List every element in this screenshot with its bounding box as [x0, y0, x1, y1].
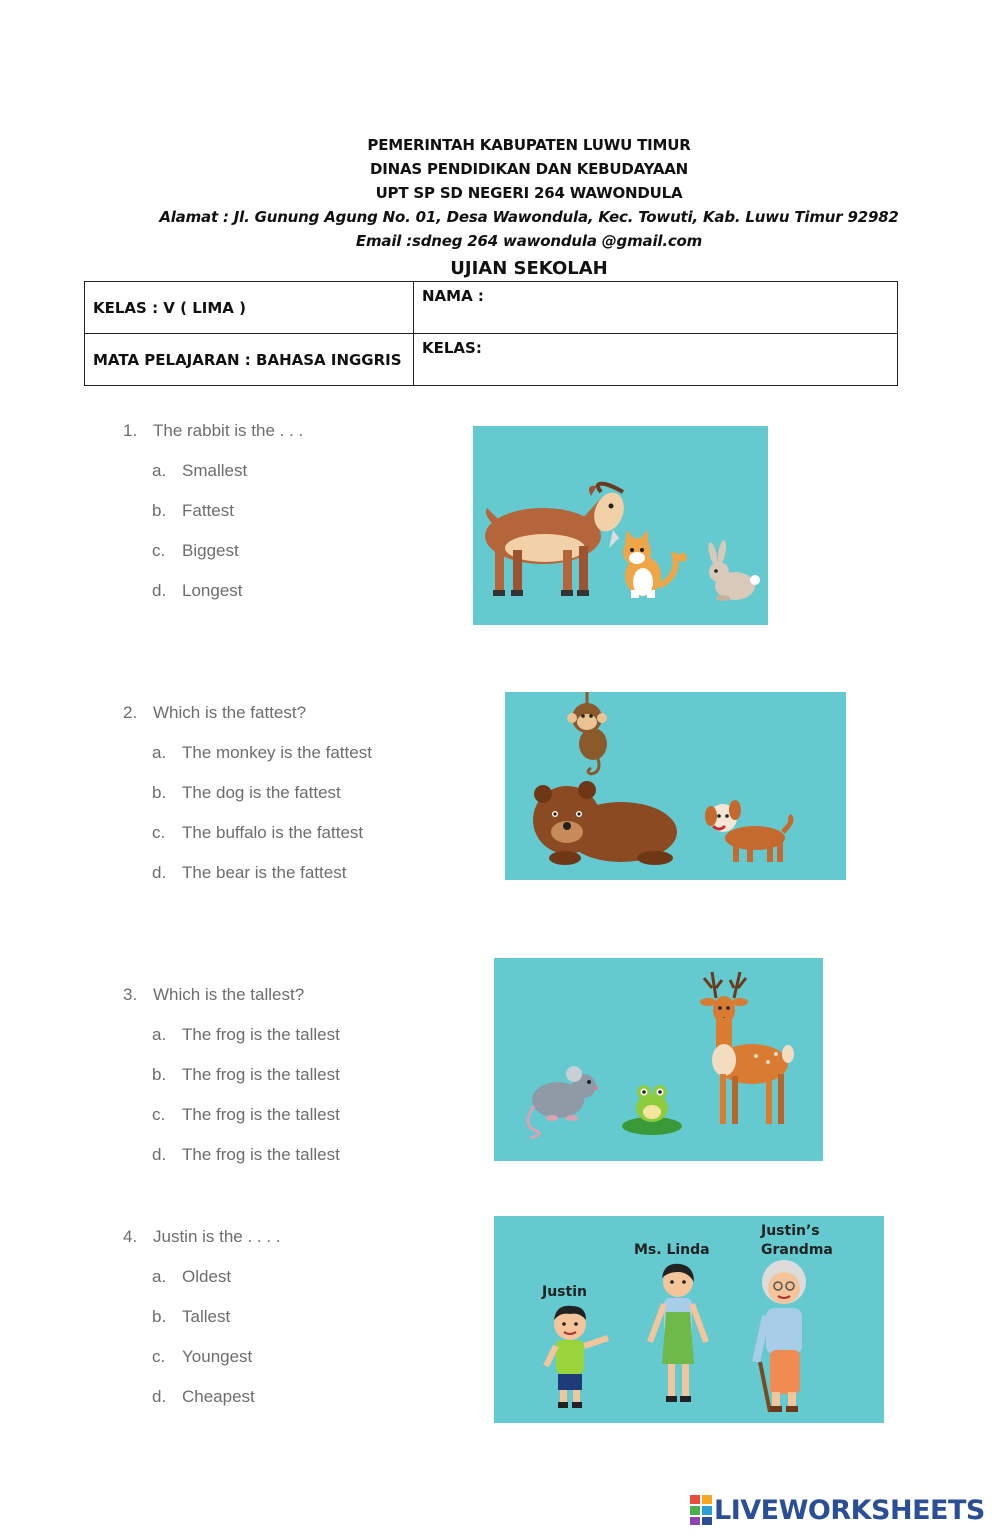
option-2c[interactable]: c. The buffalo is the fattest	[152, 823, 364, 842]
nama-field[interactable]: NAMA :	[414, 282, 898, 334]
option-3a[interactable]: a. The frog is the tallest	[152, 1025, 340, 1044]
question-number: 1.	[123, 421, 138, 440]
picture-mouse-frog-deer	[494, 958, 823, 1161]
exam-title: UJIAN SEKOLAH	[450, 258, 608, 279]
kelas-field[interactable]: KELAS:	[414, 334, 898, 386]
question-text: Which is the tallest?	[153, 985, 305, 1004]
option-4d[interactable]: d. Cheapest	[152, 1387, 255, 1406]
header-line-2: DINAS PENDIDIKAN DAN KEBUDAYAAN	[369, 160, 689, 178]
option-1b[interactable]: b. Fattest	[152, 501, 234, 520]
deer-illustration	[700, 972, 794, 1124]
option-3b[interactable]: b. The frog is the tallest	[152, 1065, 340, 1084]
label-justin: Justin	[542, 1284, 587, 1300]
picture-goat-cat-rabbit	[473, 426, 768, 625]
header-address: Alamat : Jl. Gunung Agung No. 01, Desa Wawondula, Kec. Towuti, Kab. Luwu Timur 92982	[159, 208, 899, 226]
option-4b[interactable]: b. Tallest	[152, 1307, 231, 1326]
student-info-table	[84, 281, 898, 386]
header-line-3: UPT SP SD NEGERI 264 WAWONDULA	[375, 184, 683, 202]
question-text: Which is the fattest?	[153, 703, 307, 722]
option-2b[interactable]: b. The dog is the fattest	[152, 783, 341, 802]
mouse-illustration	[528, 1066, 598, 1138]
option-3c[interactable]: c. The frog is the tallest	[152, 1105, 340, 1124]
label-linda: Ms. Linda	[634, 1242, 710, 1258]
monkey-illustration	[567, 692, 607, 774]
option-1a[interactable]: a. Smallest	[152, 461, 248, 480]
picture-monkey-bear-dog	[505, 692, 846, 880]
question-text: The rabbit is the . . .	[153, 421, 304, 440]
mapel-cell: MATA PELAJARAN : BAHASA INGGRIS	[85, 334, 414, 386]
question-3	[123, 985, 304, 1005]
liveworksheets-brand-text: LIVEWORKSHEETS	[714, 1494, 985, 1526]
question-text: Justin is the . . . .	[153, 1227, 281, 1246]
question-1	[123, 421, 303, 441]
liveworksheets-logo-icon	[690, 1495, 714, 1525]
header-email: Email :sdneg 264 wawondula @gmail.com	[355, 232, 703, 250]
label-grandma-line2: Grandma	[761, 1242, 833, 1258]
option-4a[interactable]: a. Oldest	[152, 1267, 232, 1286]
option-2d[interactable]: d. The bear is the fattest	[152, 863, 347, 882]
header-line-1: PEMERINTAH KABUPATEN LUWU TIMUR	[367, 136, 691, 154]
question-number: 3.	[123, 985, 138, 1004]
linda-illustration	[650, 1264, 706, 1402]
option-2a[interactable]: a. The monkey is the fattest	[152, 743, 372, 762]
goat-illustration	[485, 484, 629, 596]
liveworksheets-logo	[690, 1494, 985, 1526]
question-4	[123, 1227, 281, 1247]
question-number: 2.	[123, 703, 138, 722]
bear-illustration	[533, 781, 677, 865]
dog-illustration	[705, 800, 791, 862]
grandma-illustration	[756, 1260, 806, 1412]
frog-illustration	[622, 1085, 682, 1135]
cat-illustration	[623, 530, 684, 598]
picture-justin-linda-grandma	[494, 1216, 884, 1423]
option-1d[interactable]: d. Longest	[152, 581, 243, 600]
rabbit-illustration	[707, 540, 760, 601]
justin-illustration	[546, 1306, 608, 1408]
question-2	[123, 703, 306, 723]
label-grandma-line1: Justin’s	[761, 1223, 820, 1239]
question-number: 4.	[123, 1227, 138, 1246]
option-1c[interactable]: c. Biggest	[152, 541, 239, 560]
option-4c[interactable]: c. Youngest	[152, 1347, 253, 1366]
option-3d[interactable]: d. The frog is the tallest	[152, 1145, 340, 1164]
kelas-cell: KELAS : V ( LIMA )	[85, 282, 414, 334]
